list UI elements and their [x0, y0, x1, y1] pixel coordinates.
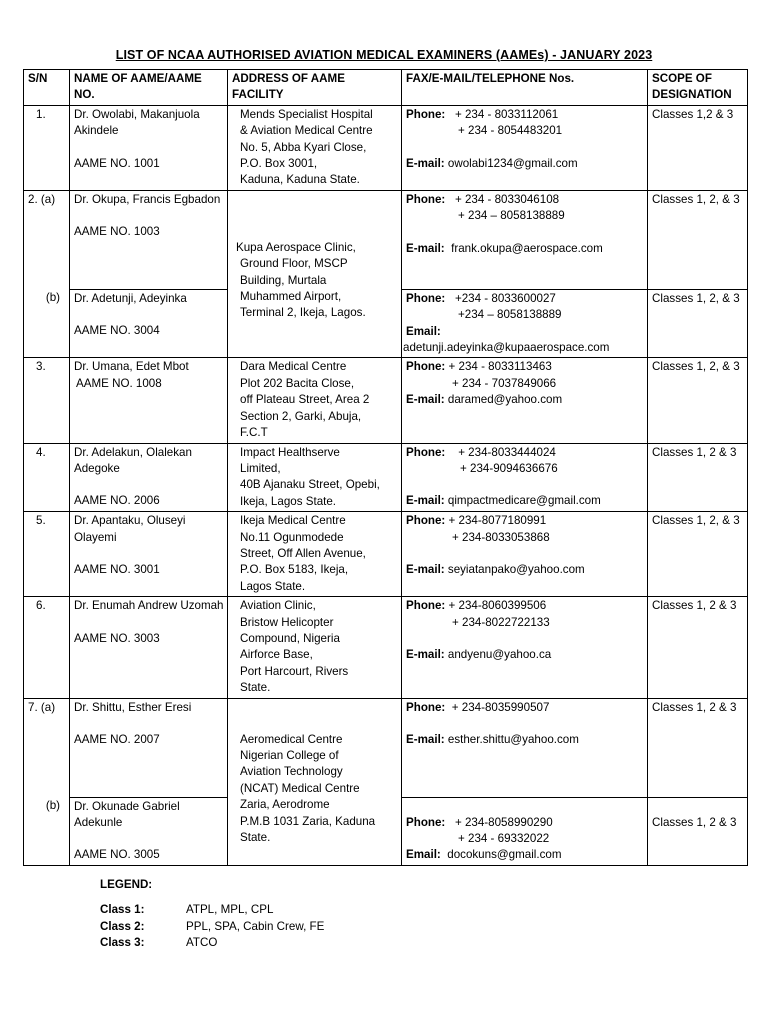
- address-line: Building, Murtala: [240, 273, 327, 287]
- address-cell: [228, 443, 402, 512]
- address-line: Impact Healthserve: [240, 445, 340, 459]
- address-line: Dara Medical Centre: [240, 360, 347, 374]
- address-line: No. 5, Abba Kyari Close,: [240, 140, 367, 154]
- address-line: Aeromedical Centre: [240, 732, 343, 746]
- scope-cell: Classes 1, 2, & 3: [648, 358, 748, 443]
- contact-cell: [402, 797, 648, 865]
- email-address[interactable]: andyenu@yahoo.ca: [447, 647, 552, 661]
- address-line: Mends Specialist Hospital: [240, 107, 373, 121]
- aame-number: AAME NO. 2007: [74, 733, 160, 746]
- address-line: (NCAT) Medical Centre: [240, 781, 360, 795]
- aame-number: AAME NO. 3005: [74, 848, 160, 862]
- scope-cell: Classes 1, 2 & 3: [648, 698, 748, 797]
- header-contact: FAX/E-MAIL/TELEPHONE Nos.: [402, 70, 648, 106]
- legend-key: Class 1:: [100, 903, 145, 917]
- table-row: [24, 190, 748, 289]
- address-line: Terminal 2, Ikeja, Lagos.: [240, 306, 366, 320]
- header-name: NAME OF AAME/AAME NO.: [70, 70, 228, 106]
- address-line: Lagos State.: [240, 579, 306, 593]
- sn-value: 2. (a): [28, 192, 56, 206]
- legend-row: [100, 935, 324, 951]
- contact-cell: [402, 698, 648, 797]
- sn-cell: [24, 443, 70, 512]
- phone-number: + 234-8060399506: [448, 599, 547, 613]
- address-line: Street, Off Allen Avenue,: [240, 546, 366, 560]
- phone-label: Phone:: [406, 192, 446, 206]
- phone-number: + 234-8022722133: [452, 615, 550, 629]
- contact-cell: [402, 358, 648, 443]
- scope-cell: Classes 1, 2, & 3: [648, 190, 748, 289]
- aame-table: [23, 69, 748, 866]
- email-address[interactable]: daramed@yahoo.com: [447, 393, 563, 407]
- phone-number: + 234 - 69332022: [458, 832, 550, 845]
- address-cell: [228, 512, 402, 597]
- phone-number: + 234 - 8054483201: [458, 124, 563, 138]
- address-line: & Aviation Medical Centre: [240, 124, 373, 138]
- email-label: E-mail:: [406, 562, 445, 576]
- sn-cell: [24, 358, 70, 443]
- address-line: Limited,: [240, 461, 281, 475]
- legend-heading: LEGEND:: [100, 878, 153, 891]
- contact-cell: [402, 512, 648, 597]
- phone-label: Phone:: [406, 700, 446, 714]
- name-cell: [70, 597, 228, 698]
- email-address[interactable]: qimpactmedicare@gmail.com: [447, 494, 601, 508]
- table-row: [24, 698, 748, 797]
- address-line: Plot 202 Bacita Close,: [240, 376, 355, 390]
- phone-number: + 234-8035990507: [451, 700, 550, 714]
- address-line: Kaduna, Kaduna State.: [240, 173, 360, 187]
- header-scope: SCOPE OF DESIGNATION: [648, 70, 748, 106]
- scope-value: Classes 1, 2 & 3: [652, 815, 737, 829]
- examiner-name: Dr. Shittu, Esther Eresi: [74, 700, 192, 714]
- table-row: [24, 597, 748, 698]
- email-label: E-mail:: [406, 156, 445, 170]
- scope-cell: Classes 1, 2 & 3: [648, 443, 748, 512]
- address-line: Airforce Base,: [240, 648, 313, 662]
- address-line: Compound, Nigeria: [240, 631, 340, 645]
- examiner-name: Dr. Okunade Gabriel Adekunle: [74, 799, 180, 829]
- email-address[interactable]: seyiatanpako@yahoo.com: [447, 562, 585, 576]
- email-label: Email:: [406, 324, 441, 338]
- legend-key: Class 2:: [100, 919, 145, 933]
- sn-value: 4.: [36, 445, 46, 459]
- address-line: Section 2, Garki, Abuja,: [240, 409, 362, 423]
- aame-number: AAME NO. 3001: [74, 562, 160, 576]
- email-address[interactable]: adetunji.adeyinka@kupaaerospace.com: [403, 341, 610, 355]
- address-line: P.O. Box 5183, Ikeja,: [240, 563, 349, 577]
- email-address[interactable]: esther.shittu@yahoo.com: [447, 733, 579, 746]
- examiner-name: Dr. Okupa, Francis Egbadon: [74, 192, 221, 206]
- phone-number: + 234 - 7037849066: [452, 376, 557, 390]
- header-address: ADDRESS OF AAME FACILITY: [228, 70, 402, 106]
- address-line: Port Harcourt, Rivers: [240, 664, 349, 678]
- address-line: Ikeja, Lagos State.: [240, 494, 337, 508]
- address-line: Zaria, Aerodrome: [240, 798, 330, 812]
- contact-cell: [402, 105, 648, 190]
- table-header-row: [24, 70, 748, 106]
- phone-label: Phone:: [406, 514, 446, 528]
- contact-cell: [402, 190, 648, 289]
- address-cell: [228, 190, 402, 358]
- phone-number: + 234 - 8033112061: [454, 107, 559, 121]
- phone-number: + 234 - 8033046108: [454, 192, 560, 206]
- aame-number: AAME NO. 3004: [74, 324, 160, 338]
- email-address[interactable]: docokuns@gmail.com: [447, 848, 562, 862]
- legend: [100, 877, 324, 952]
- header-sn: S/N: [24, 70, 70, 106]
- address-cell: [228, 358, 402, 443]
- email-label: Email:: [406, 848, 441, 862]
- address-line: Ikeja Medical Centre: [240, 514, 346, 528]
- legend-row: [100, 902, 324, 918]
- sn-value: 1.: [36, 107, 46, 121]
- examiner-name: Dr. Adetunji, Adeyinka: [74, 291, 187, 305]
- address-line: State.: [240, 831, 271, 845]
- phone-number: + 234-8033444024: [458, 445, 556, 459]
- email-label: E-mail:: [406, 241, 445, 255]
- aame-number: AAME NO. 2006: [74, 494, 160, 508]
- address-line: Bristow Helicopter: [240, 615, 334, 629]
- legend-row: [100, 919, 324, 935]
- sn-value: 6.: [36, 599, 46, 613]
- name-cell: [70, 698, 228, 797]
- sn-cell: [24, 512, 70, 597]
- aame-number: AAME NO. 1008: [76, 376, 162, 390]
- address-cell: [228, 105, 402, 190]
- contact-cell: [402, 289, 648, 358]
- phone-label: Phone:: [406, 599, 446, 613]
- address-line: Aviation Technology: [240, 765, 343, 779]
- address-line: P.M.B 1031 Zaria, Kaduna: [240, 814, 376, 828]
- sn-value: (b): [45, 799, 60, 813]
- sn-value: 5.: [36, 514, 46, 528]
- email-address[interactable]: owolabi1234@gmail.com: [447, 156, 578, 170]
- scope-cell: Classes 1, 2, & 3: [648, 289, 748, 358]
- scope-cell: Classes 1, 2 & 3: [648, 597, 748, 698]
- address-line: 40B Ajanaku Street, Opebi,: [240, 478, 380, 492]
- examiner-name: Dr. Enumah Andrew Uzomah: [74, 599, 224, 613]
- name-cell: [70, 190, 228, 289]
- aame-number: AAME NO. 1001: [74, 156, 160, 170]
- email-address[interactable]: frank.okupa@aerospace.com: [451, 241, 603, 255]
- phone-number: +234 - 8033600027: [454, 291, 556, 305]
- contact-cell: [402, 597, 648, 698]
- aame-number: AAME NO. 3003: [74, 631, 160, 645]
- sn-cell: [24, 698, 70, 797]
- name-cell: [70, 443, 228, 512]
- address-line: State.: [240, 681, 271, 695]
- phone-number: + 234-8077180991: [448, 514, 547, 528]
- address-line: Nigerian College of: [240, 749, 339, 762]
- table-row: [24, 105, 748, 190]
- email-label: E-mail:: [406, 494, 445, 508]
- legend-key: Class 3:: [100, 936, 145, 950]
- phone-number: + 234-9094636676: [460, 461, 558, 475]
- sn-value: 3.: [36, 360, 46, 374]
- page-title: LIST OF NCAA AUTHORISED AVIATION MEDICAL EXAMINERS (AAMEs) - JANUARY 2023: [115, 48, 653, 62]
- address-cell: [228, 698, 402, 865]
- legend-value: ATCO: [186, 936, 218, 950]
- phone-label: Phone:: [406, 360, 446, 374]
- address-line: Muhammed Airport,: [240, 290, 342, 304]
- legend-value: PPL, SPA, Cabin Crew, FE: [186, 919, 325, 933]
- name-cell: [70, 797, 228, 865]
- phone-number: + 234-8033053868: [452, 530, 550, 544]
- sn-cell: [24, 597, 70, 698]
- phone-label: Phone:: [406, 291, 446, 305]
- sn-cell: [24, 105, 70, 190]
- legend-value: ATPL, MPL, CPL: [186, 903, 274, 917]
- scope-cell: Classes 1, 2, & 3: [648, 512, 748, 597]
- address-line: Ground Floor, MSCP: [240, 257, 348, 271]
- name-cell: [70, 358, 228, 443]
- address-line: P.O. Box 3001,: [240, 157, 318, 171]
- table-row: [24, 512, 748, 597]
- aame-number: AAME NO. 1003: [74, 225, 160, 239]
- contact-cell: [402, 443, 648, 512]
- examiner-name: Dr. Adelakun, Olalekan Adegoke: [74, 445, 192, 475]
- email-label: E-mail:: [406, 733, 445, 746]
- email-label: E-mail:: [406, 393, 445, 407]
- address-line: Kupa Aerospace Clinic,: [236, 240, 356, 254]
- sn-cell: [24, 289, 70, 358]
- phone-label: Phone:: [406, 445, 446, 459]
- table-row: [24, 358, 748, 443]
- phone-label: Phone:: [406, 815, 446, 829]
- phone-number: + 234-8058990290: [454, 815, 553, 829]
- examiner-name: Dr. Apantaku, Oluseyi Olayemi: [74, 514, 186, 544]
- name-cell: [70, 512, 228, 597]
- phone-number: + 234 - 8033113463: [448, 360, 552, 374]
- examiner-name: Dr. Umana, Edet Mbot: [74, 360, 189, 374]
- name-cell: [70, 105, 228, 190]
- sn-value: 7. (a): [28, 700, 56, 714]
- phone-number: + 234 – 8058138889: [458, 209, 565, 223]
- phone-number: +234 – 8058138889: [458, 308, 562, 322]
- scope-cell: [648, 797, 748, 865]
- table-row: [24, 443, 748, 512]
- address-line: No.11 Ogunmodede: [240, 530, 344, 544]
- address-line: Aviation Clinic,: [240, 599, 316, 613]
- address-line: off Plateau Street, Area 2: [240, 393, 370, 407]
- email-label: E-mail:: [406, 647, 445, 661]
- address-cell: [228, 597, 402, 698]
- phone-label: Phone:: [406, 107, 446, 121]
- sn-cell: [24, 797, 70, 865]
- sn-value: (b): [45, 291, 60, 305]
- sn-cell: [24, 190, 70, 289]
- address-line: F.C.T: [240, 426, 268, 440]
- name-cell: [70, 289, 228, 358]
- examiner-name: Dr. Owolabi, Makanjuola Akindele: [74, 107, 200, 138]
- scope-cell: Classes 1,2 & 3: [648, 105, 748, 190]
